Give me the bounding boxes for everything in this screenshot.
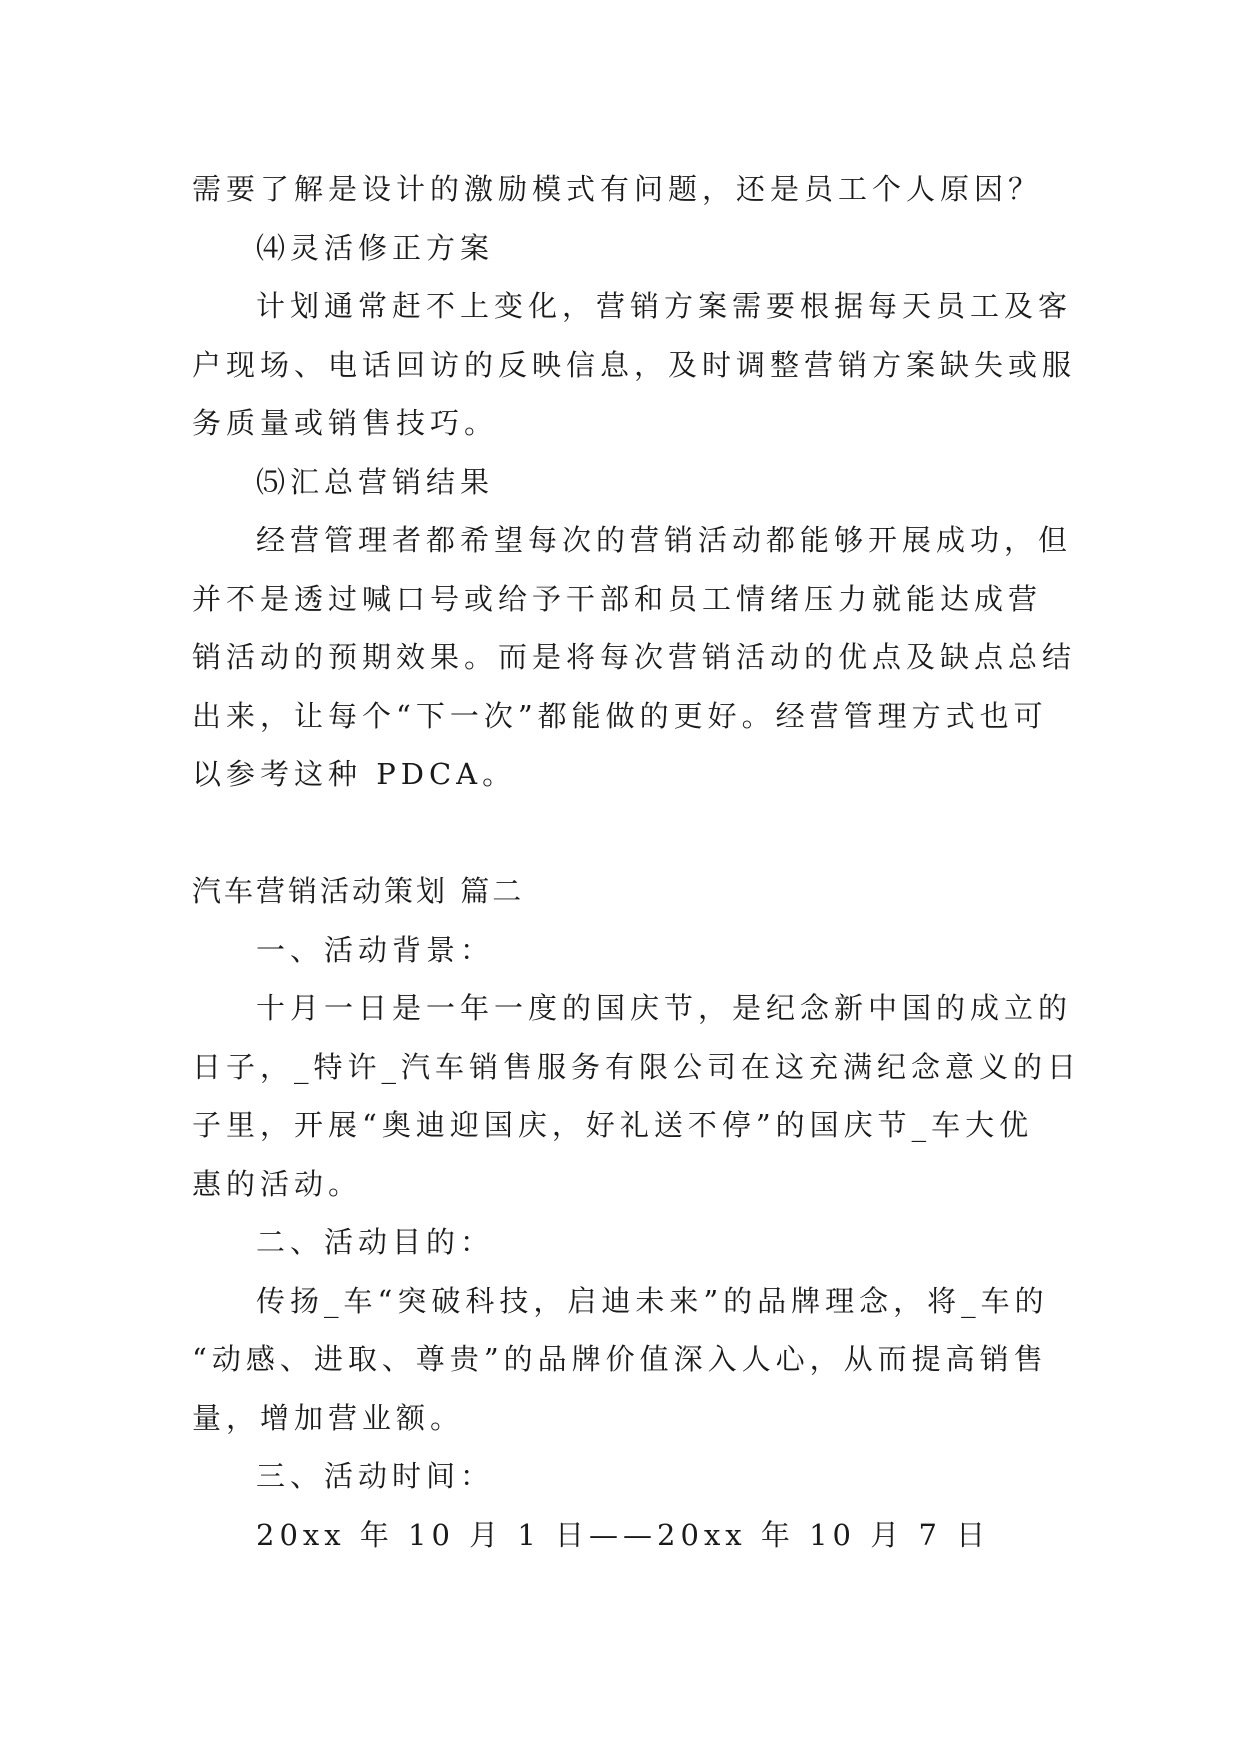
subheading-5: ⑸汇总营销结果 [256, 464, 495, 499]
document-body [192, 160, 1082, 1564]
paragraph-line: 量，增加营业额。 [192, 1400, 465, 1435]
paragraph-line: 十月一日是一年一度的国庆节，是纪念新中国的成立的 [256, 991, 1073, 1025]
paragraph-line: 销活动的预期效果。而是将每次营销活动的优点及缺点总结 [192, 640, 1077, 674]
paragraph-line: 务质量或销售技巧。 [192, 406, 499, 440]
paragraph-line: 并不是透过喊口号或给予干部和员工情绪压力就能达成营 [192, 581, 1043, 616]
paragraph-line: 户现场、电话回访的反映信息，及时调整营销方案缺失或服 [192, 347, 1077, 382]
paragraph-line: 需要了解是设计的激励模式有问题，还是员工个人原因？ [192, 172, 1043, 206]
subheading-background: 一、活动背景： [256, 932, 495, 967]
subheading-4: ⑷灵活修正方案 [256, 230, 495, 265]
paragraph-line: 出来，让每个“下一次”都能做的更好。经营管理方式也可 [192, 698, 1048, 733]
paragraph-line: 经营管理者都希望每次的营销活动都能够开展成功，但 [256, 523, 1073, 557]
paragraph-line: “动感、进取、尊贵”的品牌价值深入人心，从而提高销售 [192, 1342, 1048, 1376]
subheading-time: 三、活动时间： [256, 1459, 495, 1493]
paragraph-line: 惠的活动。 [192, 1166, 363, 1201]
paragraph-line: 以参考这种 PDCA。 [192, 757, 517, 791]
paragraph-line: 日子，_特许_汽车销售服务有限公司在这充满纪念意义的日 [192, 1049, 1082, 1084]
paragraph-line: 子里，开展“奥迪迎国庆，好礼送不停”的国庆节_车大优 [192, 1108, 1034, 1142]
subheading-purpose: 二、活动目的： [256, 1225, 495, 1259]
section-spacer [192, 804, 1052, 863]
date-range-line: 20xx 年 10 月 1 日——20xx 年 10 月 7 日 [256, 1517, 991, 1552]
paragraph-line: 传扬_车“突破科技，启迪未来”的品牌理念，将_车的 [256, 1283, 1049, 1318]
section-title: 汽车营销活动策划 篇二 [192, 874, 525, 908]
paragraph-line: 计划通常赶不上变化，营销方案需要根据每天员工及客 [256, 289, 1073, 323]
